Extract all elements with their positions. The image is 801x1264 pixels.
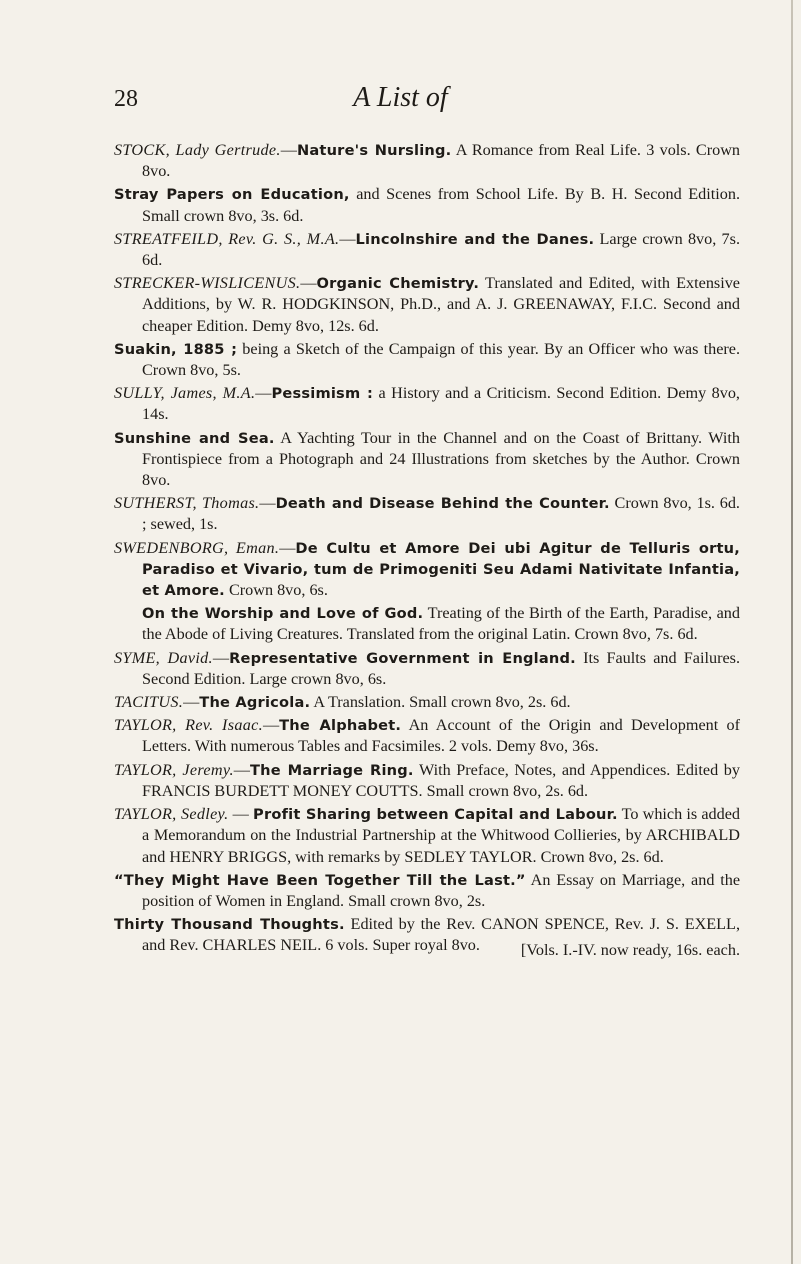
entry-separator: —: [339, 229, 356, 248]
catalogue-entry: [114, 760, 740, 802]
entry-separator: —: [300, 274, 317, 293]
entry-author: STREATFEILD, Rev. G. S., M.A.: [114, 229, 340, 248]
entry-title: Profit Sharing between Capital and Labour.: [253, 806, 618, 824]
catalogue-entry: [114, 648, 740, 690]
entry-title: Stray Papers on Education,: [114, 186, 350, 204]
entry-separator: —: [262, 716, 280, 735]
entry-title: Suakin, 1885 ;: [114, 340, 238, 358]
catalogue-entry: [114, 184, 740, 226]
entry-description: Edited by the Rev. CANON SPENCE, Rev. J. S. EXELL, and Rev. CHARLES NEIL. 6 vols. Super royal 8vo.: [142, 915, 740, 955]
entry-description: a History and a Criticism. Second Edition. Demy 8vo, 14s.: [142, 384, 740, 424]
catalogue-entry: [114, 692, 740, 713]
catalogue-entry: [114, 383, 740, 425]
entry-description: Crown 8vo, 1s. 6d. ; sewed, 1s.: [142, 494, 740, 534]
catalogue-entry: [114, 229, 740, 271]
entry-title: Organic Chemistry.: [316, 275, 480, 293]
entry-description: Treating of the Birth of the Earth, Paradise, and the Abode of Living Creatures. Translated from the original Latin. Crown 8vo, 7s. 6d.: [142, 604, 740, 644]
catalogue-entry: [114, 603, 740, 645]
entry-separator: —: [183, 693, 200, 712]
entry-author: TAYLOR, Rev. Isaac.: [114, 716, 263, 735]
entry-description: Translated and Edited, with Extensive Additions, by W. R. HODGKINSON, Ph.D., and A. J. GREENAWAY, F.I.C. Second and cheaper Edition. Demy 8vo, 12s. 6d.: [142, 274, 740, 335]
entry-description: A Romance from Real Life. 3 vols. Crown 8vo.: [142, 141, 740, 181]
entry-title: De Cultu et Amore Dei ubi Agitur de Telluris ortu, Paradiso et Vivario, tum de Primogeniti Seu Adami Nativitate Infantia, et Amore.: [142, 539, 740, 600]
page-header: [0, 80, 801, 120]
entry-title: The Alphabet.: [279, 717, 402, 735]
entry-author: SYME, David.: [114, 648, 213, 667]
entry-description: A Yachting Tour in the Channel and on the Coast of Brittany. With Frontispiece from a Photograph and 24 Illustrations from sketches by the Author. Crown 8vo.: [142, 428, 740, 490]
entry-title: Death and Disease Behind the Counter.: [275, 495, 610, 513]
entry-author: STRECKER-WISLICENUS.: [114, 274, 301, 293]
entry-author: TAYLOR, Jeremy.: [114, 760, 234, 779]
entry-author: SULLY, James, M.A.: [114, 384, 256, 403]
entry-author: SUTHERST, Thomas.: [114, 494, 260, 513]
catalogue-entry: [114, 538, 740, 602]
catalogue-entry: [114, 804, 740, 868]
catalogue-entry: [114, 140, 740, 182]
entry-description: Crown 8vo, 6s.: [224, 581, 328, 600]
entry-description: being a Sketch of the Campaign of this year. By an Officer who was there. Crown 8vo, 5s.: [142, 339, 740, 380]
entry-description: and Scenes from School Life. By B. H. Second Edition. Small crown 8vo, 3s. 6d.: [142, 185, 740, 225]
catalogue-entry: [114, 870, 740, 912]
entry-title: Sunshine and Sea.: [114, 429, 275, 447]
entry-separator: —: [233, 760, 250, 779]
catalogue-entries: [114, 140, 740, 963]
catalogue-entry: [114, 273, 740, 337]
running-title: A List of: [353, 82, 448, 113]
entry-title: Lincolnshire and the Danes.: [355, 230, 595, 248]
entry-description: With Preface, Notes, and Appendices. Edited by FRANCIS BURDETT MONEY COUTTS. Small crown 8vo, 2s. 6d.: [142, 760, 740, 800]
entry-description: An Account of the Origin and Development of Letters. With numerous Tables and Facsimiles. 2 vols. Demy 8vo, 36s.: [142, 716, 741, 756]
catalogue-entry: [114, 428, 740, 492]
entry-author: TAYLOR, Sedley.: [114, 805, 229, 824]
entry-title: The Agricola.: [199, 694, 311, 712]
page-number: 28: [114, 86, 138, 112]
catalogue-entry: [114, 715, 740, 757]
entry-author: STOCK, Lady Gertrude.: [114, 141, 281, 159]
entry-title: Representative Government in England.: [229, 649, 576, 667]
volume-note: [Vols. I.-IV. now ready, 16s. each.: [520, 940, 740, 959]
entry-title: Pessimism :: [271, 385, 374, 403]
entry-separator: —: [259, 494, 276, 513]
entry-separator: —: [279, 538, 296, 557]
page-edge-shadow: [791, 0, 793, 1264]
catalogue-entry: [114, 339, 740, 381]
entry-description: To which is added a Memorandum on the Industrial Partnership at the Whitwood Collieries, by ARCHIBALD and HENRY BRIGGS, with remarks by SEDLEY TAYLOR. Crown 8vo, 2s. 6d.: [142, 805, 740, 866]
entry-description: An Essay on Marriage, and the position of Women in England. Small crown 8vo, 2s.: [142, 870, 741, 910]
entry-separator: —: [228, 805, 254, 824]
entry-title: “They Might Have Been Together Till the Last.”: [114, 871, 526, 889]
entry-description: Large crown 8vo, 7s. 6d.: [142, 229, 740, 270]
entry-title: Nature's Nursling.: [296, 142, 452, 159]
entry-title: On the Worship and Love of God.: [142, 605, 424, 623]
entry-description: Its Faults and Failures. Second Edition. Large crown 8vo, 6s.: [142, 648, 740, 688]
entry-separator: —: [212, 648, 230, 667]
entry-description: A Translation. Small crown 8vo, 2s. 6d.: [310, 693, 571, 712]
entry-author: TACITUS.: [114, 693, 184, 712]
entry-title: The Marriage Ring.: [249, 761, 414, 779]
catalogue-entry: [114, 493, 740, 535]
entry-author: SWEDENBORG, Eman.: [114, 538, 280, 557]
entry-title: Thirty Thousand Thoughts.: [114, 916, 345, 934]
entry-separator: —: [280, 141, 297, 159]
entry-separator: —: [255, 384, 272, 403]
